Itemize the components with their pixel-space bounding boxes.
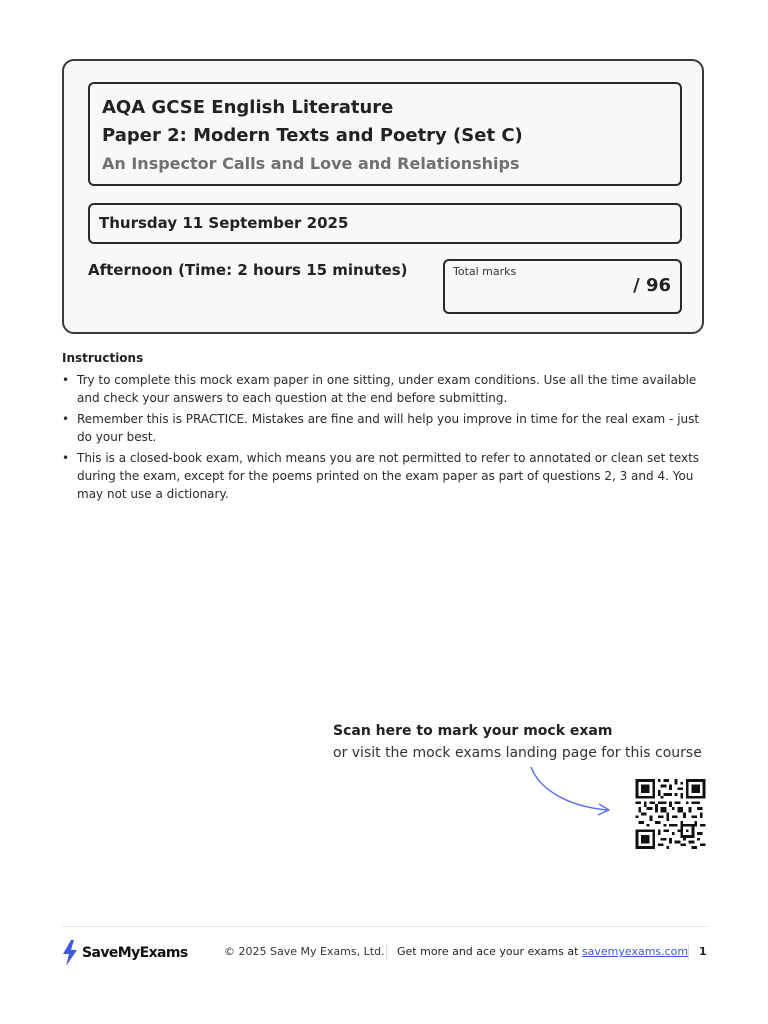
instruction-text: Remember this is PRACTICE. Mistakes are fine and will help you improve in time for the real exam - just do your best. (77, 412, 700, 444)
qr-code[interactable] (634, 779, 707, 849)
bullet-icon: • (62, 451, 70, 465)
title-box (88, 82, 682, 186)
lightning-bolt-logo-icon (62, 940, 78, 966)
paper-title: Paper 2: Modern Texts and Poetry (Set C) (102, 125, 523, 146)
scan-heading: Scan here to mark your mock exam (333, 723, 613, 739)
footer-separator (386, 945, 387, 959)
savemyexams-logo[interactable] (62, 940, 188, 966)
instructions-heading: Instructions (62, 351, 144, 365)
scan-subtext: or visit the mock exams landing page for this course (333, 745, 702, 761)
exam-session: Afternoon (Time: 2 hours 15 minutes) (88, 261, 408, 279)
instruction-item (62, 371, 708, 407)
curved-arrow-icon (525, 764, 615, 816)
page-number: 1 (699, 945, 707, 958)
total-marks-value: / 96 (633, 275, 671, 296)
footer-cta-text: Get more and ace your exams at (397, 945, 582, 958)
footer-separator (688, 945, 689, 959)
bullet-icon: • (62, 412, 70, 426)
footer-divider (62, 926, 708, 927)
paper-subtitle: An Inspector Calls and Love and Relationships (102, 154, 520, 173)
exam-title: AQA GCSE English Literature (102, 97, 394, 118)
instruction-item (62, 449, 708, 503)
exam-header-panel (62, 59, 704, 334)
footer-cta (397, 945, 688, 958)
total-marks-box (443, 259, 682, 314)
logo-text: SaveMyExams (82, 945, 188, 961)
instructions-list (62, 371, 708, 506)
total-marks-label: Total marks (453, 265, 517, 278)
savemyexams-link[interactable]: savemyexams.com (581, 945, 689, 958)
exam-date: Thursday 11 September 2025 (88, 203, 682, 244)
bullet-icon: • (62, 373, 70, 387)
instruction-text: Try to complete this mock exam paper in one sitting, under exam conditions. Use all the time available and check your answers to each question at the end before submitting. (77, 373, 697, 405)
instruction-text: This is a closed-book exam, which means you are not permitted to refer to annotated or clean set texts during the exam, except for the poems printed on the exam paper as part of questions 2, 3 and 4. You may not use a dictionary. (77, 451, 700, 501)
copyright-text: © 2025 Save My Exams, Ltd. (224, 945, 385, 958)
instruction-item (62, 410, 708, 446)
